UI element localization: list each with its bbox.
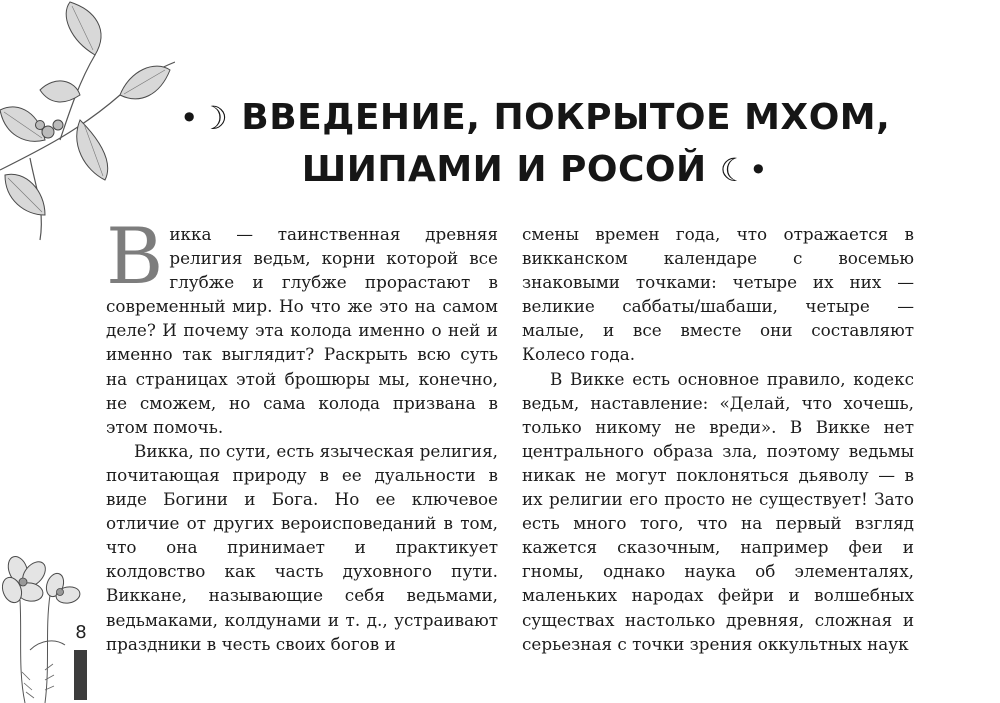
paragraph-3: смены времен года, что отражается в викканском календаре с восемью знаковыми точками: четыре их них — великие саббаты/шабаши, четыре — малые, и все вместе они составляют Колесо года. bbox=[522, 224, 914, 365]
ornament-moon-right-icon: ☾• bbox=[719, 151, 769, 189]
paragraph-1 bbox=[106, 212, 498, 439]
heading-line-1 bbox=[150, 92, 920, 144]
paragraph-4: В Викке есть основное правило, кодекс ведьм, наставление: «Делай, что хочешь, только никому не вреди». В Викке нет центрального образа зла, поэтому ведьмы никак не могут поклоняться дьяволу — в их религии его просто не существует! Зато есть много того, что на первый взгляд кажется сказочным, например феи и гномы, однако наука об элементалях, маленьких народах фейри и волшебных существах настолько древняя, сложная и серьезная с точки зрения оккультных наук bbox=[522, 368, 914, 654]
heading-line-2 bbox=[150, 144, 920, 196]
left-text-column bbox=[106, 212, 498, 656]
paragraph-1-text: икка — таинственная древняя религия ведьм, корни которой все глубже и глубже прорастают в современный мир. Но что же это на самом деле? И почему эта колода именно о ней и именно так выглядит? Раскрыть всю суть на страницах этой брошюры мы, конечно, не сможем, но сама колода призвана в этом помочь. bbox=[106, 224, 498, 437]
chapter-heading bbox=[150, 92, 920, 196]
page-number: 8 bbox=[75, 622, 87, 643]
page-marker-bar bbox=[74, 650, 87, 700]
ornament-moon-left-icon: •☽ bbox=[179, 99, 229, 137]
heading-text-2: ШИПАМИ И РОСОЙ bbox=[301, 149, 707, 190]
drop-cap: В bbox=[106, 212, 164, 302]
right-text-column bbox=[522, 222, 914, 656]
heading-text-1: ВВЕДЕНИЕ, ПОКРЫТОЕ МХОМ, bbox=[241, 97, 891, 138]
paragraph-2: Викка, по сути, есть языческая религия, почитающая природу в ее дуальности в виде Богини и Бога. Но ее ключевое отличие от других вероисповеданий в том, что она принимает и практикует колдовство как часть духовного пути. Викканe, называющие себя ведьмами, ведьмаками, колдунами и т. д., устраивают праздники в честь своих богов и bbox=[106, 440, 498, 654]
